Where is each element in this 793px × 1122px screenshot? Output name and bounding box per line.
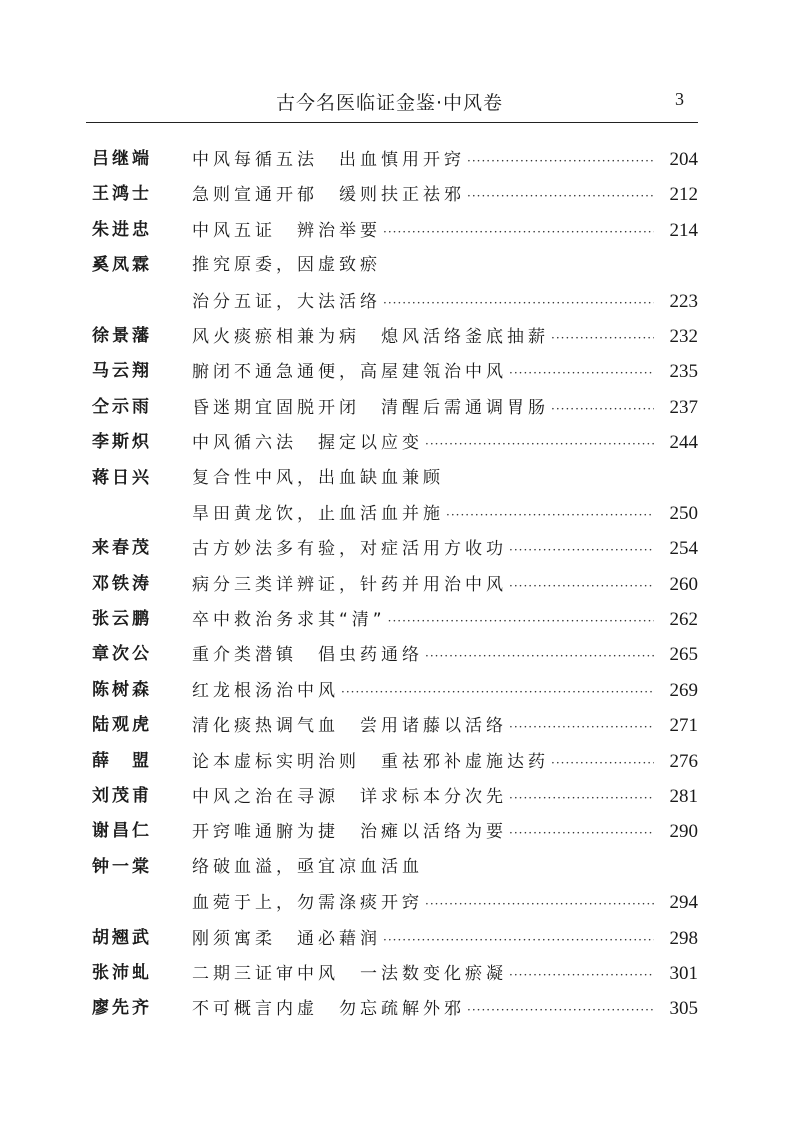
toc-page-number: 301: [669, 962, 698, 984]
toc-entry-body: [192, 602, 698, 639]
toc-entry-body: [192, 567, 698, 604]
dot-leader: [467, 179, 654, 214]
toc-entry-continued: [92, 248, 698, 283]
toc-page-number: 237: [669, 396, 698, 418]
toc-entry-body: [192, 850, 698, 885]
page-number: 3: [675, 89, 684, 109]
toc-page-number: 260: [669, 573, 698, 595]
toc-author: 来春茂: [92, 538, 152, 559]
dot-leader: [509, 816, 654, 851]
toc-title: 刚须寓柔 通必藉润: [192, 928, 381, 949]
toc-entry-body: [192, 885, 698, 922]
dot-leader: [509, 781, 654, 816]
toc-page-number: 290: [669, 821, 698, 843]
dot-leader: [467, 993, 654, 1028]
toc-entry: [92, 354, 698, 389]
toc-entry-body: [192, 673, 698, 710]
toc-entry-continued: [92, 850, 698, 885]
toc-entry-body: [192, 177, 698, 214]
toc-author: 蒋日兴: [92, 467, 152, 488]
toc-page-number: 223: [669, 290, 698, 312]
toc-entry-body: [192, 531, 698, 568]
toc-author: 张沛虬: [92, 962, 152, 983]
toc-author: 吕继端: [92, 149, 152, 169]
toc-title: 复合性中风，出血缺血兼顾: [192, 467, 444, 488]
toc-title: 红龙根汤治中风: [192, 680, 339, 701]
toc-author: 李斯炽: [92, 432, 152, 453]
toc-entry: [92, 213, 698, 248]
running-title: 古今名医临证金鉴·中风卷: [276, 92, 504, 114]
toc-title: 中风循六法 握定以应变: [192, 433, 423, 454]
dot-leader: [551, 321, 654, 356]
dot-leader: [467, 144, 654, 179]
dot-leader: [509, 569, 654, 604]
toc-title: 重介类潜镇 倡虫药通络: [192, 645, 423, 666]
toc-author: 马云翔: [92, 361, 152, 382]
toc-entry: [92, 390, 698, 425]
toc-title: 病分三类详辨证，针药并用治中风: [192, 574, 507, 595]
dot-leader: [425, 639, 654, 674]
toc-page-number: 204: [669, 149, 698, 170]
toc-author: 徐景藩: [92, 325, 152, 346]
toc-entry: [92, 673, 698, 708]
toc-page-number: 244: [669, 432, 698, 454]
toc-author: 薛 盟: [92, 750, 152, 771]
toc-title: 昏迷期宜固脱开闭 清醒后需通调胃肠: [192, 397, 549, 418]
toc-title: 古方妙法多有验，对症活用方收功: [192, 539, 507, 560]
toc-title: 清化痰热调气血 尝用诸藤以活络: [192, 716, 507, 737]
toc-title: 急则宣通开郁 缓则扶正祛邪: [192, 185, 465, 206]
toc-author: 仝示雨: [92, 396, 152, 417]
toc-entry-body: [192, 425, 698, 462]
toc-author: 廖先齐: [92, 998, 152, 1019]
toc-title: 治分五证，大法活络: [192, 291, 381, 312]
toc-author: 胡翘武: [92, 927, 152, 948]
toc-page-number: 235: [669, 361, 698, 383]
toc-entry-body: [192, 213, 698, 250]
dot-leader: [509, 958, 654, 993]
dot-leader: [509, 533, 654, 568]
toc-page-number: 254: [669, 538, 698, 560]
toc-entry-body: [192, 142, 698, 179]
toc-page-number: 232: [669, 325, 698, 347]
toc-page-number: 271: [669, 715, 698, 737]
toc-page-number: 294: [669, 892, 698, 914]
toc-entry: [92, 885, 698, 920]
header-rule: [86, 122, 698, 123]
toc-page-number: 269: [669, 679, 698, 701]
toc-entry-body: [192, 637, 698, 674]
toc-entry-body: [192, 248, 698, 283]
toc-page-number: 305: [669, 998, 698, 1020]
toc-entry-body: [192, 708, 698, 745]
toc-title: 中风五证 辨治举要: [192, 220, 381, 241]
toc-title: 中风每循五法 出血慎用开窍: [192, 150, 465, 170]
toc-page-number: 298: [669, 927, 698, 949]
dot-leader: [551, 746, 654, 781]
dot-leader: [383, 286, 654, 321]
dot-leader: [509, 710, 654, 745]
page-header: [86, 86, 698, 122]
dot-leader: [388, 604, 654, 639]
toc-entry-body: [192, 991, 698, 1028]
toc-title: 卒中救治务求其“清”: [192, 610, 386, 631]
toc-entry-body: [192, 319, 698, 356]
toc-author: 朱进忠: [92, 219, 152, 240]
toc-author: 刘茂甫: [92, 786, 152, 807]
dot-leader: [425, 887, 654, 922]
toc-page-number: 276: [669, 750, 698, 772]
toc-title: 络破血溢，亟宜凉血活血: [192, 856, 423, 877]
toc-title: 腑闭不通急通便，高屋建瓴治中风: [192, 362, 507, 383]
toc-entry: [92, 921, 698, 956]
toc-entry: [92, 567, 698, 602]
toc-entry-body: [192, 390, 698, 427]
dot-leader: [509, 356, 654, 391]
toc-entry: [92, 779, 698, 814]
toc-entry-body: [192, 779, 698, 816]
toc-author: 奚凤霖: [92, 255, 152, 276]
dot-leader: [446, 498, 654, 533]
toc-entry-body: [192, 354, 698, 391]
toc-title: 论本虚标实明治则 重祛邪补虚施达药: [192, 751, 549, 772]
toc-entry: [92, 284, 698, 319]
toc-author: 陆观虎: [92, 715, 152, 736]
toc-author: 钟一棠: [92, 856, 152, 877]
toc-page-number: 265: [669, 644, 698, 666]
dot-leader: [383, 923, 654, 958]
toc-title: 中风之治在寻源 详求标本分次先: [192, 787, 507, 808]
toc-title: 旱田黄龙饮，止血活血并施: [192, 503, 444, 524]
toc-entry-body: [192, 284, 698, 321]
toc-entry: [92, 744, 698, 779]
toc-entry-continued: [92, 461, 698, 496]
toc-author: 邓铁涛: [92, 573, 152, 594]
table-of-contents: [92, 142, 698, 1027]
toc-entry-body: [192, 814, 698, 851]
toc-entry: [92, 531, 698, 566]
toc-title: 开窍唯通腑为捷 治瘫以活络为要: [192, 822, 507, 843]
dot-leader: [425, 427, 654, 462]
toc-author: 王鸿士: [92, 184, 152, 205]
dot-leader: [341, 675, 654, 710]
toc-title: 血菀于上，勿需涤痰开窍: [192, 893, 423, 914]
toc-entry: [92, 708, 698, 743]
toc-author: 谢昌仁: [92, 821, 152, 842]
toc-entry-body: [192, 496, 698, 533]
toc-title: 推究原委，因虚致瘀: [192, 255, 381, 276]
toc-title: 不可概言内虚 勿忘疏解外邪: [192, 999, 465, 1020]
toc-page-number: 212: [669, 184, 698, 206]
toc-entry: [92, 814, 698, 849]
toc-page-number: 250: [669, 502, 698, 524]
toc-entry-body: [192, 744, 698, 781]
dot-leader: [383, 215, 654, 250]
toc-author: 章次公: [92, 644, 152, 665]
toc-entry: [92, 991, 698, 1026]
toc-page-number: 262: [669, 609, 698, 631]
toc-entry: [92, 425, 698, 460]
toc-entry-body: [192, 921, 698, 958]
toc-page-number: 281: [669, 786, 698, 808]
toc-entry-body: [192, 956, 698, 993]
toc-entry-body: [192, 461, 698, 496]
toc-author: 陈树森: [92, 679, 152, 700]
toc-entry: [92, 496, 698, 531]
toc-page-number: 214: [669, 219, 698, 241]
toc-title: 风火痰瘀相兼为病 熄风活络釜底抽薪: [192, 326, 549, 347]
toc-entry: [92, 602, 698, 637]
toc-entry: [92, 319, 698, 354]
toc-entry: [92, 637, 698, 672]
toc-entry: [92, 142, 698, 177]
dot-leader: [551, 392, 654, 427]
toc-title: 二期三证审中风 一法数变化瘀凝: [192, 963, 507, 984]
toc-entry: [92, 956, 698, 991]
toc-entry: [92, 177, 698, 212]
toc-author: 张云鹏: [92, 609, 152, 630]
